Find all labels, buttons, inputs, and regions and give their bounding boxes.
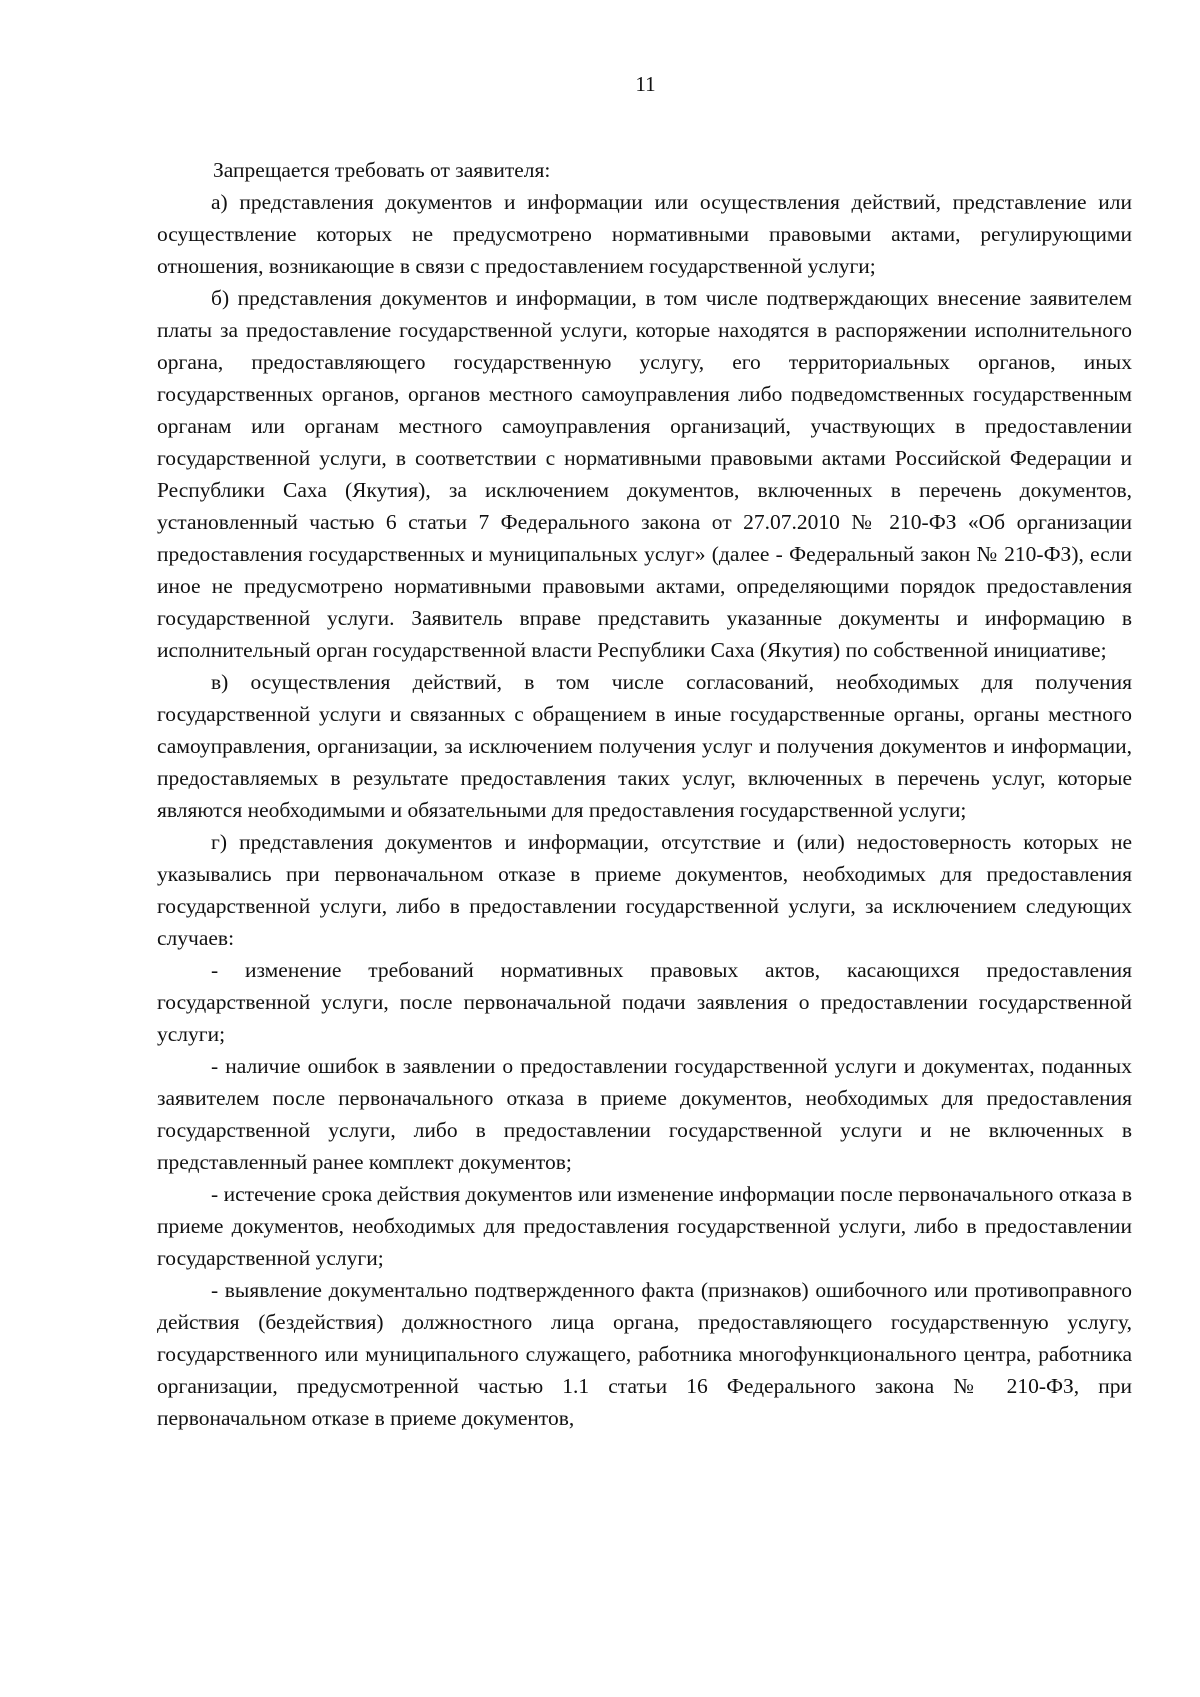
paragraph-item-v: в) осуществления действий, в том числе согласований, необходимых для получения государственной услуги и связанных с обращением в иные государственные органы, органы местного самоуправления, организации, за исключением получения услуг и получения документов и информации, предоставляемых в результате предоставления таких услуг, включенных в перечень услуг, которые являются необходимыми и обязательными для предоставления государственной услуги; <box>157 670 1132 822</box>
paragraph-item-g: г) представления документов и информации, отсутствие и (или) недостоверность которых не указывались при первоначальном отказе в приеме документов, необходимых для предоставления государственной услуги, либо в предоставлении государственной услуги, за исключением следующих случаев: <box>157 830 1132 950</box>
paragraph-exception-1: - изменение требований нормативных правовых актов, касающихся предоставления государственной услуги, после первоначальной подачи заявления о предоставлении государственной услуги; <box>157 958 1132 1046</box>
paragraph-intro: Запрещается требовать от заявителя: <box>213 158 551 182</box>
paragraph-exception-2: - наличие ошибок в заявлении о предоставлении государственной услуги и документах, поданных заявителем после первоначального отказа в приеме документов, необходимых для предоставления государственной услуги, либо в предоставлении государственной услуги и не включенных в представленный ранее комплект документов; <box>157 1054 1132 1174</box>
paragraph-exception-3: - истечение срока действия документов или изменение информации после первоначального отказа в приеме документов, необходимых для предоставления государственной услуги, либо в предоставлении государственной услуги; <box>157 1182 1132 1270</box>
paragraph-exception-4: - выявление документально подтвержденного факта (признаков) ошибочного или противоправного действия (бездействия) должностного лица органа, предоставляющего государственную услугу, государственного или муниципального служащего, работника многофункционального центра, работника организации, предусмотренной частью 1.1 статьи 16 Федерального закона № 210-ФЗ, при первоначальном отказе в приеме документов, <box>157 1278 1132 1430</box>
page-number: 11 <box>635 72 656 96</box>
paragraph-item-a: а) представления документов и информации или осуществления действий, представление или осуществление которых не предусмотрено нормативными правовыми актами, регулирующими отношения, возникающие в связи с предоставлением государственной услуги; <box>157 190 1132 278</box>
paragraph-item-b: б) представления документов и информации, в том числе подтверждающих внесение заявителем платы за предоставление государственной услуги, которые находятся в распоряжении исполнительного органа, предоставляющего государственную услугу, его территориальных органов, иных государственных органов, органов местного самоуправления либо подведомственных государственным органам или органам местного самоуправления организаций, участвующих в предоставлении государственной услуги, в соответствии с нормативными правовыми актами Российской Федерации и Республики Саха (Якутия), за исключением документов, включенных в перечень документов, установленный частью 6 статьи 7 Федерального закона от 27.07.2010 № 210-ФЗ «Об организации предоставления государственных и муниципальных услуг» (далее - Федеральный закон № 210-ФЗ), если иное не предусмотрено нормативными правовыми актами, определяющими порядок предоставления государственной услуги. Заявитель вправе представить указанные документы и информацию в исполнительный орган государственной власти Республики Саха (Якутия) по собственной инициативе; <box>157 286 1132 662</box>
document-body <box>157 154 1132 1434</box>
